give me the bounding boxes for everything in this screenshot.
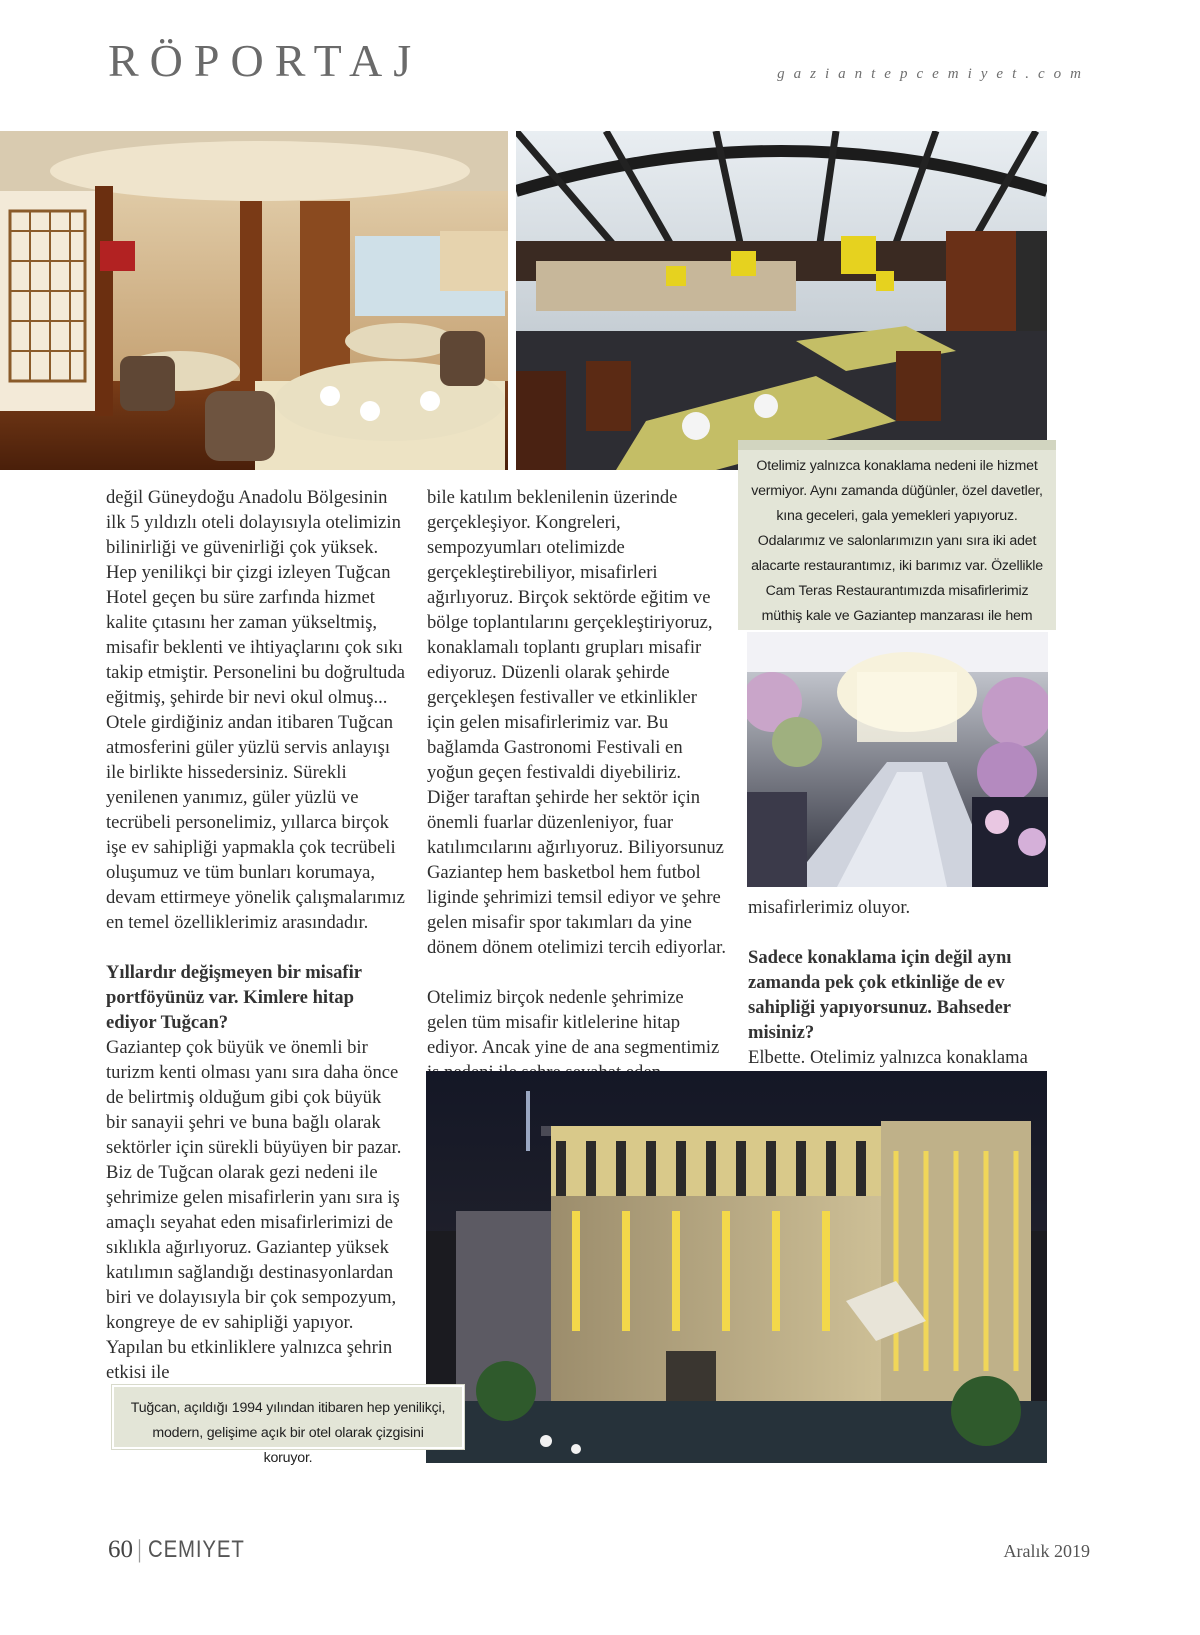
paragraph: değil Güneydoğu Anadolu Bölgesinin ilk 5 yıldızlı oteli dolayısıyla otelimizin bilinirliği ve güvenirliği çok yüksek. Hep yenilikçi bir çizgi izleyen Tuğcan Hotel geçen bu süre zarfında hizmet kalite çıtasını her zaman yükseltmiş, misafir beklenti ve ihtiyaçlarını çok sıkı takip etmiştir. Personelini bu doğrultuda eğitmiş, şehirde bir nevi okul olmuş... Otele girdiğiniz andan itibaren Tuğcan atmosferini güler yüzlü servis anlayışı ile birlikte hissedersiniz. Sürekli yenilenen yanımız, güler yüzlü ve tecrübeli personelimiz, yıllarca birçok işe ev sahipliği yapmakla çok tecrübeli oluşumuz ve tüm bunları korumaya, devam ettirmeye yönelik çalışmalarımız en temel özelliklerimiz arasındadır. <box>106 487 406 933</box>
building-caption: Tuğcan, açıldığı 1994 yılından itibaren hep yenilikçi, modern, gelişime açık bir otel olarak çizgisini koruyor. <box>112 1385 464 1449</box>
hotel-night-exterior-photo <box>426 1071 1047 1463</box>
restaurant-interior-photo <box>0 131 508 470</box>
page-folio: 60 | CEMIYET <box>108 1536 245 1563</box>
paragraph: Elbette. Otelimiz yalnızca konaklama <box>748 1047 1028 1068</box>
magazine-name: CEMIYET <box>148 1536 245 1563</box>
paragraph: Gaziantep çok büyük ve önemli bir turizm kenti olması yanı sıra daha önce de belirtmiş olduğum gibi çok büyük bir sanayii şehri ve buna bağlı olarak sektörler için sürekli büyüyen bir pazar. Biz de Tuğcan olarak gezi nedeni ile şehrimize gelen misafirlerin yanı sıra iş amaçlı seyahat eden misafirlerimizi de sıklıkla ağırlıyoruz. Gaziantep yüksek katılımın sağlandığı destinasyonlardan biri ve dolayısıyla bir çok sempozyum, kongreye de ev sahipliği yapıyor. Yapılan bu etkinliklere yalnızca şehrin etkisi ile <box>106 1037 402 1383</box>
section-title: RÖPORTAJ <box>108 35 423 86</box>
interview-question: Yıllardır değişmeyen bir misafir portföyünüz var. Kimlere hitap ediyor Tuğcan? <box>106 962 362 1033</box>
page-number: 60 <box>108 1536 133 1563</box>
terrace-caption: Otelimiz yalnızca konaklama nedeni ile hizmet vermiyor. Aynı zamanda düğünler, özel davetler, kına geceleri, gala yemekleri yapıyoruz. Odalarımız ve salonlarımızın yanı sıra iki adet alacarte restaurantımız, iki barımız var. Özellikle Cam Teras Restaurantımızda misafirlerimiz müthiş kale ve Gaziantep manzarası ile hem <box>738 440 1056 630</box>
text-column-middle <box>427 485 727 1085</box>
wedding-hall-photo <box>747 632 1048 887</box>
glass-terrace-restaurant-photo <box>516 131 1047 470</box>
site-url[interactable]: gaziantepcemiyet.com <box>777 66 1090 82</box>
text-column-right <box>748 895 1048 1070</box>
paragraph: bile katılım beklenilenin üzerinde gerçekleşiyor. Kongreleri, sempozyumları otelimizde gerçekleştirebiliyor, misafirleri ağırlıyoruz. Birçok sektörde eğitim ve bölge toplantılarını gerçekleştiriyoruz, konaklamalı toplantı grupları misafir ediyoruz. Düzenli olarak şehirde gerçekleşen festivaller ve etkinlikler için gelen misafirlerimiz var. Bu bağlamda Gastronomi Festivali en yoğun geçen festivaldi diyebiliriz. Diğer taraftan şehirde her sektör için önemli fuarlar düzenleniyor, fuar katılımcılarını ağırlıyoruz. Biliyorsunuz Gaziantep hem basketbol hem futbol liginde şehrimizi temsil ediyor ve şehre gelen misafir spor takımları da yine dönem dönem otelimizi tercih ediyorlar. <box>427 487 726 958</box>
paragraph: misafirlerimiz oluyor. <box>748 897 911 918</box>
text-column-left <box>106 485 406 1385</box>
interview-question: Sadece konaklama için değil aynı zamanda pek çok etkinliğe de ev sahipliği yapıyorsunuz. Bahseder misiniz? <box>748 947 1012 1043</box>
paragraph: Otelimiz birçok nedenle şehrimize gelen tüm misafir kitlelerine hitap ediyor. Ancak yine de ana segmentimiz <box>427 987 720 1058</box>
issue-date: Aralık 2019 <box>1003 1541 1090 1561</box>
